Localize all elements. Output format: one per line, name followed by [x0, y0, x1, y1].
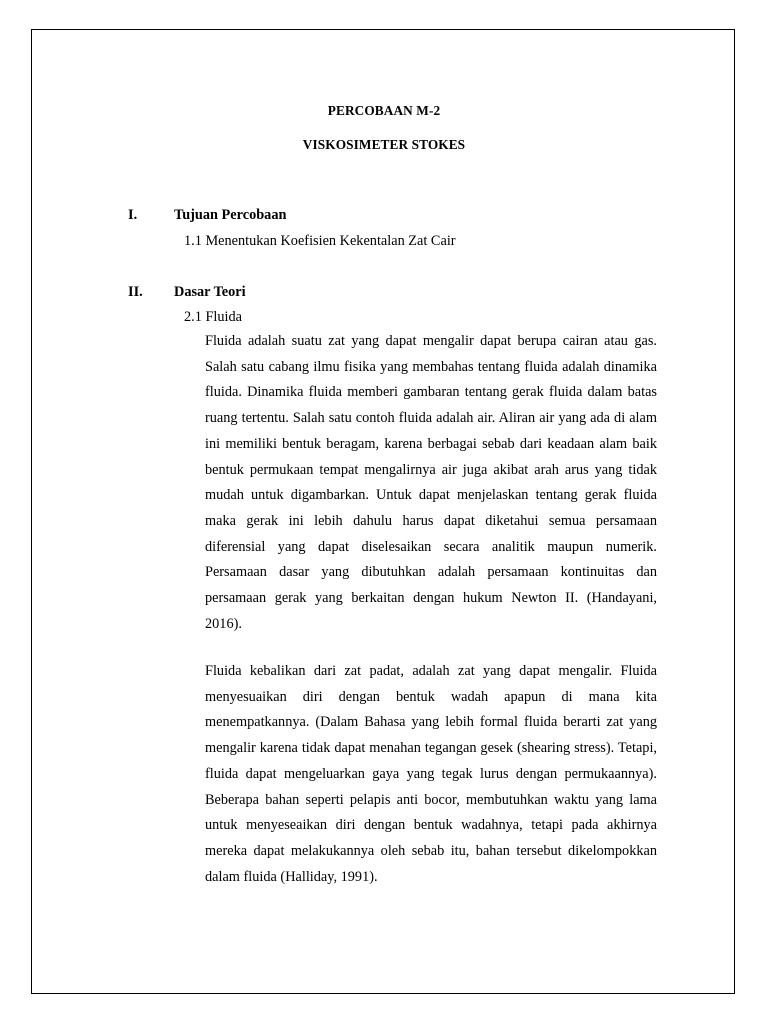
body-paragraph: Fluida kebalikan dari zat padat, adalah zat yang dapat mengalir. Fluida menyesuaikan diri dengan bentuk wadah apapun di mana kita menempatkannya. (Dalam Bahasa yang lebih formal fluida berarti zat yang mengalir karena tidak dapat menahan tegangan gesek (shearing stress). Tetapi, fluida dapat mengeluarkan gaya yang tegak lurus dengan permukaannya). Beberapa bahan seperti pelapis anti bocor, membutuhkan waktu yang lama untuk menyeseaikan diri dengan bentuk wadahnya, tetapi pada akhirnya mereka dapat melakukannya oleh sebab itu, bahan tersebut dikelompokkan dalam fluida (Halliday, 1991). [205, 663, 657, 885]
section-number: II. [128, 284, 143, 300]
body-paragraph: Fluida adalah suatu zat yang dapat mengalir dapat berupa cairan atau gas. Salah satu cabang ilmu fisika yang membahas tentang fluida adalah dinamika fluida. Dinamika fluida memberi gambaran tentang gerak fluida dalam batas ruang tertentu. Salah satu contoh fluida adalah air. Aliran air yang ada di alam ini memiliki bentuk beragam, karena berbagai sebab dari keadaan alam baik bentuk permukaan tempat mengalirnya air juga akibat arah arus yang tidak mudah untuk digambarkan. Untuk dapat menjelaskan tentang gerak fluida maka gerak ini lebih dahulu harus dapat diketahui semua persamaan diferensial yang dapat diselesaikan secara analitik maupun numerik. Persamaan dasar yang dibutuhkan adalah persamaan kontinuitas dan persamaan gerak yang berkaitan dengan hukum Newton II. (Handayani, 2016). [205, 333, 657, 632]
document-subtitle: VISKOSIMETER STOKES [302, 137, 466, 152]
section-heading: Dasar Teori [174, 284, 246, 300]
section-number: I. [128, 207, 138, 223]
document-title: PERCOBAAN M-2 [327, 103, 441, 118]
section-heading: Tujuan Percobaan [174, 207, 287, 223]
subsection-heading: 2.1 Fluida [184, 309, 242, 325]
subsection-item: 1.1 Menentukan Koefisien Kekentalan Zat Cair [184, 233, 456, 249]
